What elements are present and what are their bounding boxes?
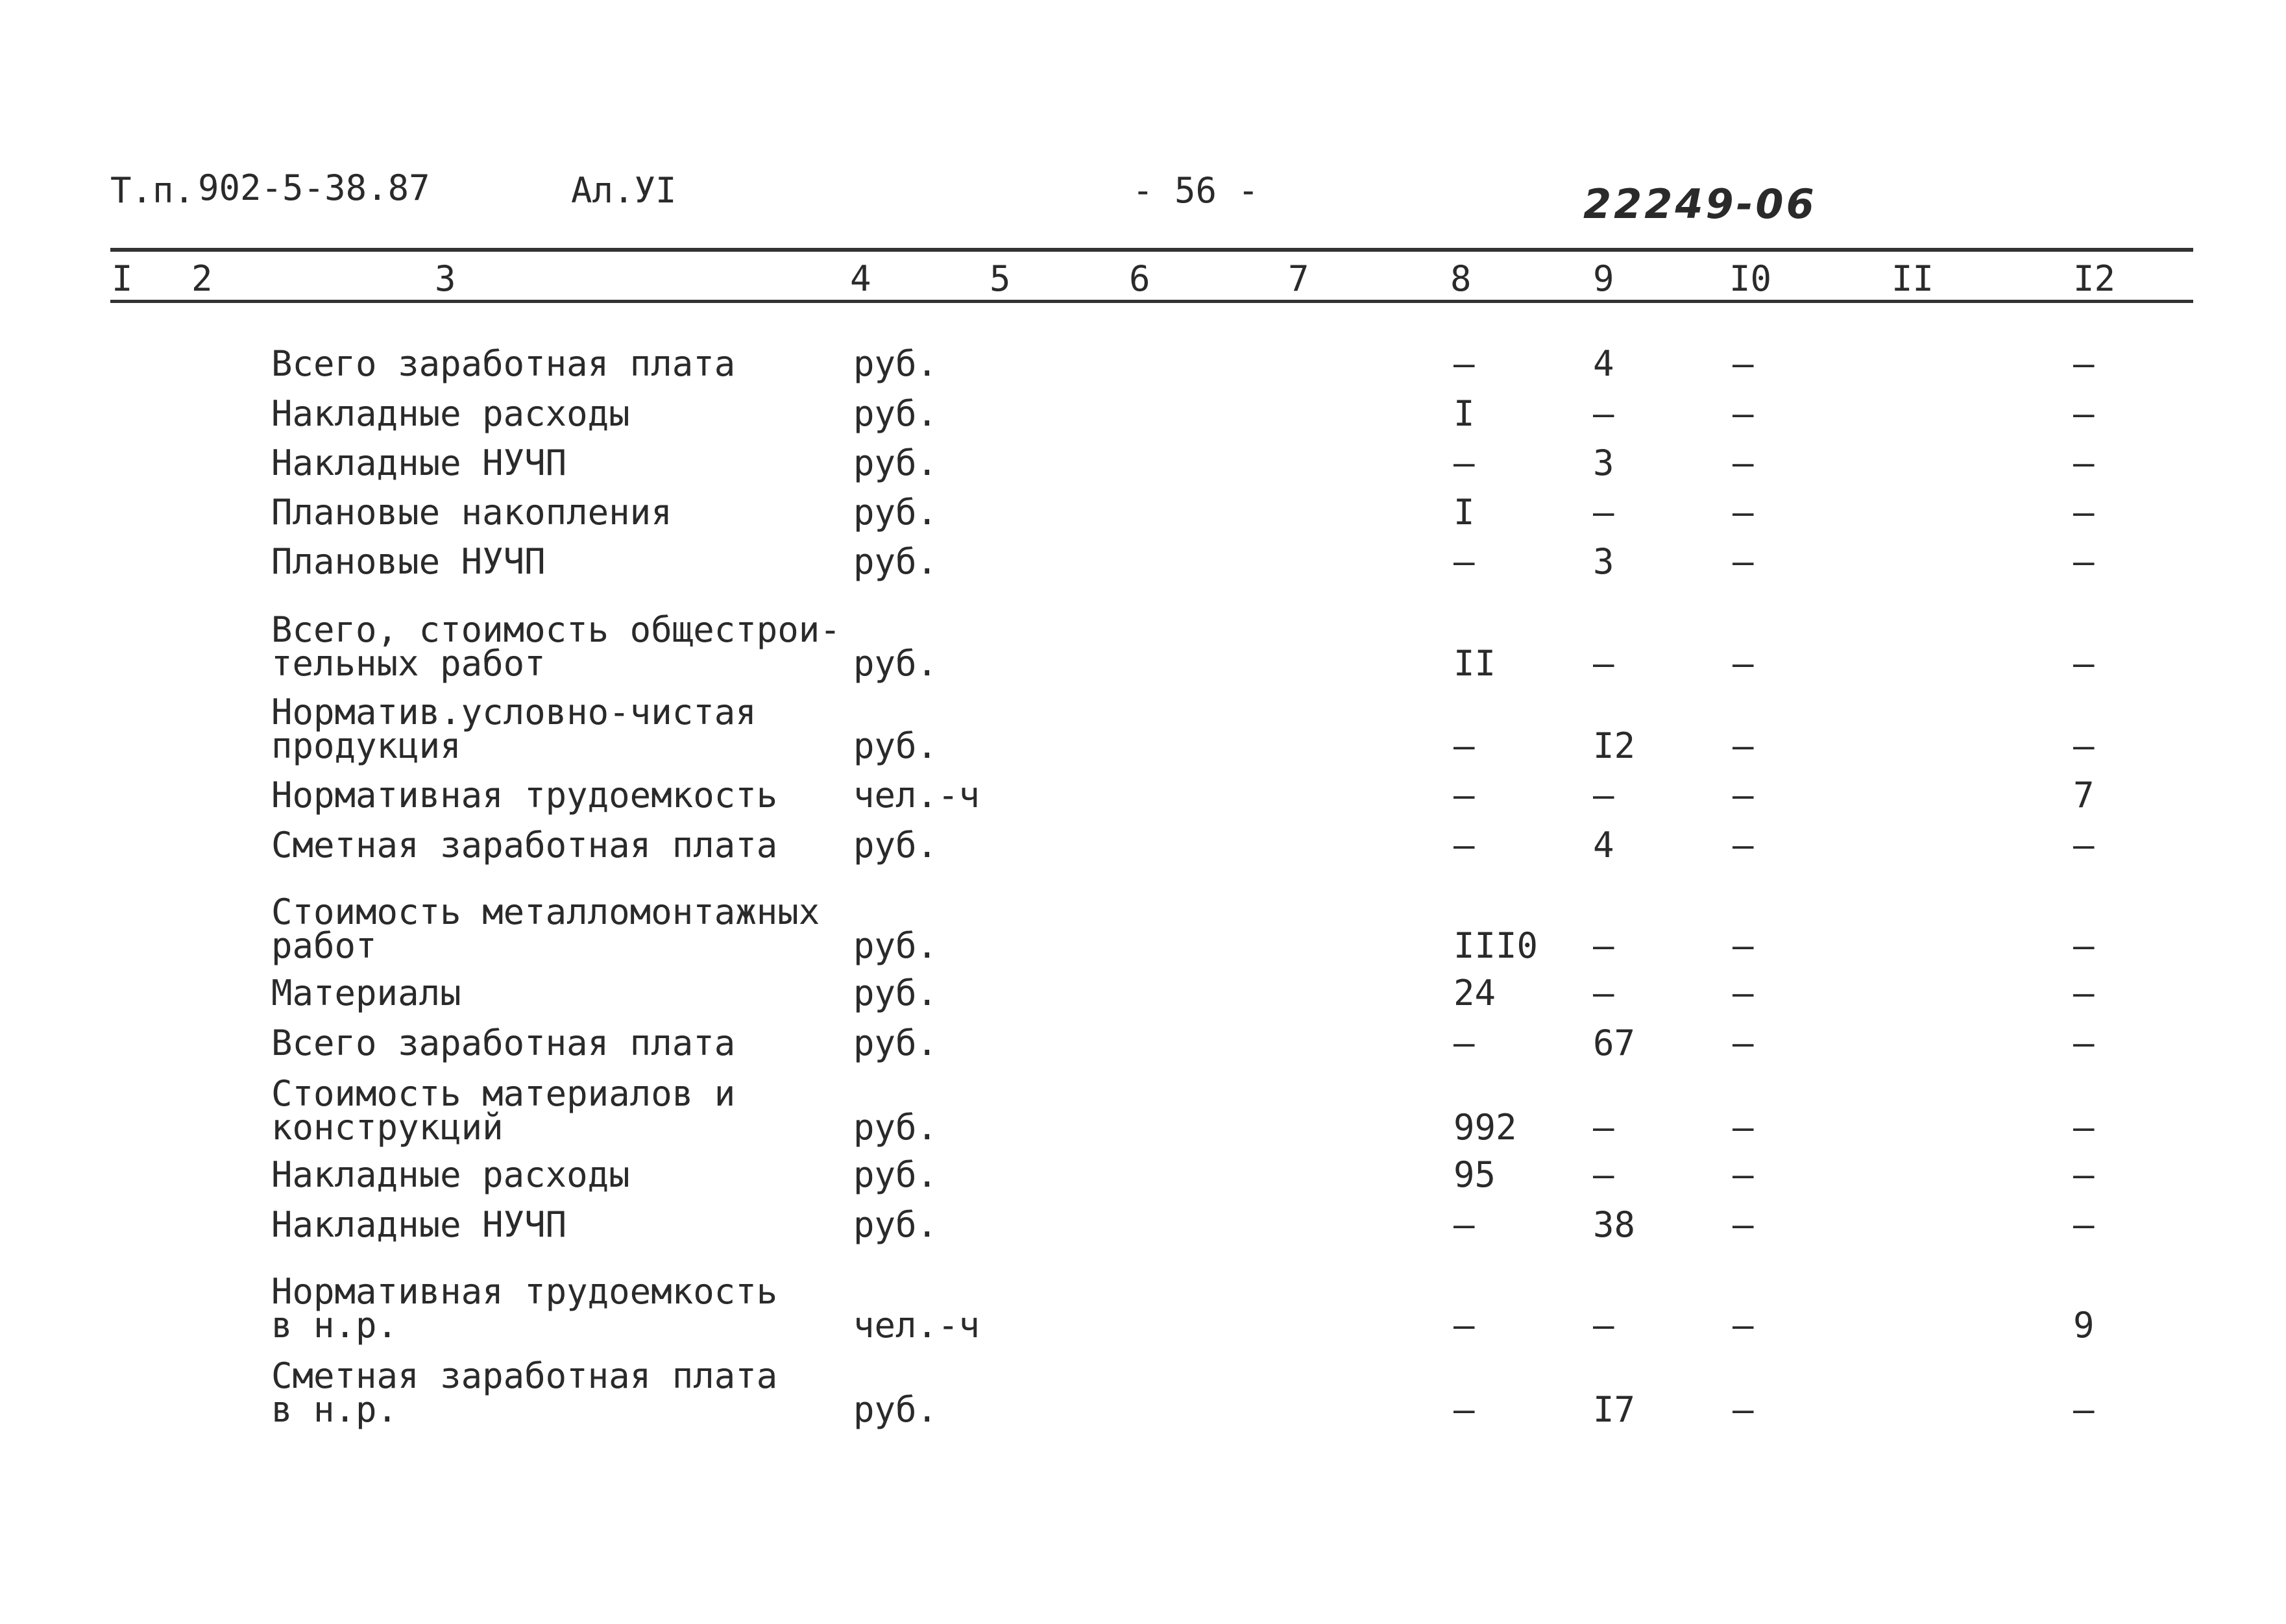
row-name: Всего, стоимость общестрои- [271,609,841,650]
cell-col-10: – [1733,1107,1754,1148]
cell-col-12: – [2073,925,2095,966]
cell-col-8: – [1453,442,1475,483]
cell-col-12: – [2073,393,2095,434]
cell-col-8: 95 [1453,1154,1496,1195]
cell-col-10: – [1733,925,1754,966]
cell-col-9: 38 [1593,1204,1636,1245]
row-unit: руб. [853,541,938,582]
cell-col-10: – [1733,1305,1754,1346]
column-number: 2 [191,258,213,299]
cell-col-8: – [1453,343,1475,384]
row-unit: руб. [853,1204,938,1245]
cell-col-10: – [1733,1389,1754,1430]
row-unit: руб. [853,393,938,434]
cell-col-8: I [1453,492,1475,533]
cell-col-9: – [1593,775,1614,816]
row-name: конструкций [271,1107,504,1148]
cell-col-8: – [1453,1389,1475,1430]
row-unit: руб. [853,825,938,866]
row-unit: руб. [853,1154,938,1195]
row-name: Накладные расходы [271,1154,630,1195]
cell-col-9: – [1593,393,1614,434]
row-name: тельных работ [271,643,546,684]
row-name: Накладные НУЧП [271,1204,567,1245]
cell-col-8: – [1453,1204,1475,1245]
row-unit: руб. [853,725,938,766]
cell-col-10: – [1733,343,1754,384]
row-name: Сметная заработная плата [271,825,778,866]
row-name: Сметная заработная плата [271,1355,778,1396]
cell-col-10: – [1733,825,1754,866]
cell-col-9: – [1593,973,1614,1013]
row-name: работ [271,925,377,966]
cell-col-12: – [2073,541,2095,582]
row-name: Норматив.условно-чистая [271,692,757,733]
row-name: Стоимость материалов и [271,1073,736,1114]
cell-col-8: III0 [1453,925,1538,966]
row-name: Плановые накопления [271,492,672,533]
cell-col-9: 3 [1593,442,1614,483]
cell-col-12: – [2073,442,2095,483]
row-name: Всего заработная плата [271,1023,736,1063]
column-number: 3 [435,258,456,299]
cell-col-10: – [1733,393,1754,434]
cell-col-10: – [1733,492,1754,533]
column-number: I2 [2073,258,2116,299]
cell-col-12: 9 [2073,1305,2095,1346]
cell-col-10: – [1733,1023,1754,1063]
cell-col-12: – [2073,725,2095,766]
cell-col-8: II [1453,643,1496,684]
column-number: 6 [1129,258,1150,299]
cell-col-10: – [1733,442,1754,483]
row-unit: руб. [853,643,938,684]
row-unit: руб. [853,1389,938,1430]
cell-col-9: 3 [1593,541,1614,582]
row-unit: чел.-ч [853,775,980,816]
column-number: I0 [1729,258,1772,299]
cell-col-12: – [2073,643,2095,684]
table-top-rule [110,248,2193,252]
row-name: в н.р. [271,1389,398,1430]
cell-col-8: – [1453,1023,1475,1063]
row-unit: руб. [853,343,938,384]
project-code: 902-5-38.87 [198,167,430,208]
row-name: Всего заработная плата [271,343,736,384]
cell-col-10: – [1733,541,1754,582]
row-name: Накладные расходы [271,393,630,434]
table-header-rule [110,300,2193,303]
cell-col-9: – [1593,492,1614,533]
cell-col-9: – [1593,1154,1614,1195]
cell-col-12: 7 [2073,775,2095,816]
column-number: 4 [850,258,871,299]
column-number: 9 [1593,258,1614,299]
cell-col-12: – [2073,1204,2095,1245]
row-name: Материалы [271,973,461,1013]
row-name: Нормативная трудоемкость [271,1271,778,1312]
cell-col-12: – [2073,1023,2095,1063]
page-number: - 56 - [1132,170,1259,211]
cell-col-8: 992 [1453,1107,1517,1148]
cell-col-10: – [1733,725,1754,766]
column-number: 5 [990,258,1011,299]
cell-col-8: – [1453,541,1475,582]
cell-col-12: – [2073,825,2095,866]
cell-col-10: – [1733,1154,1754,1195]
cell-col-8: – [1453,725,1475,766]
cell-col-12: – [2073,1389,2095,1430]
cell-col-12: – [2073,343,2095,384]
cell-col-9: 67 [1593,1023,1636,1063]
cell-col-9: – [1593,925,1614,966]
column-number: 8 [1450,258,1472,299]
row-name: Нормативная трудоемкость [271,775,778,816]
row-name: продукция [271,725,461,766]
cell-col-9: 4 [1593,343,1614,384]
cell-col-12: – [2073,492,2095,533]
cell-col-8: – [1453,1305,1475,1346]
row-name: в н.р. [271,1305,398,1346]
column-number: 7 [1288,258,1309,299]
row-unit: руб. [853,925,938,966]
cell-col-9: – [1593,643,1614,684]
album-label: Ал.УI [571,170,677,211]
row-name: Стоимость металломонтажных [271,891,820,932]
cell-col-12: – [2073,1107,2095,1148]
row-unit: руб. [853,973,938,1013]
cell-col-8: – [1453,775,1475,816]
cell-col-8: – [1453,825,1475,866]
cell-col-10: – [1733,775,1754,816]
row-unit: чел.-ч [853,1305,980,1346]
document-number: 22249-06 [1583,180,1817,228]
cell-col-10: – [1733,1204,1754,1245]
cell-col-12: – [2073,1154,2095,1195]
row-unit: руб. [853,492,938,533]
cell-col-9: – [1593,1107,1614,1148]
row-unit: руб. [853,442,938,483]
row-name: Плановые НУЧП [271,541,546,582]
cell-col-10: – [1733,643,1754,684]
cell-col-8: 24 [1453,973,1496,1013]
column-number: II [1891,258,1934,299]
cell-col-12: – [2073,973,2095,1013]
row-unit: руб. [853,1023,938,1063]
cell-col-9: – [1593,1305,1614,1346]
cell-col-10: – [1733,973,1754,1013]
cell-col-9: I2 [1593,725,1636,766]
project-prefix: Т.п. [110,170,195,211]
cell-col-9: 4 [1593,825,1614,866]
row-name: Накладные НУЧП [271,442,567,483]
column-number: I [112,258,133,299]
cell-col-8: I [1453,393,1475,434]
cell-col-9: I7 [1593,1389,1636,1430]
row-unit: руб. [853,1107,938,1148]
